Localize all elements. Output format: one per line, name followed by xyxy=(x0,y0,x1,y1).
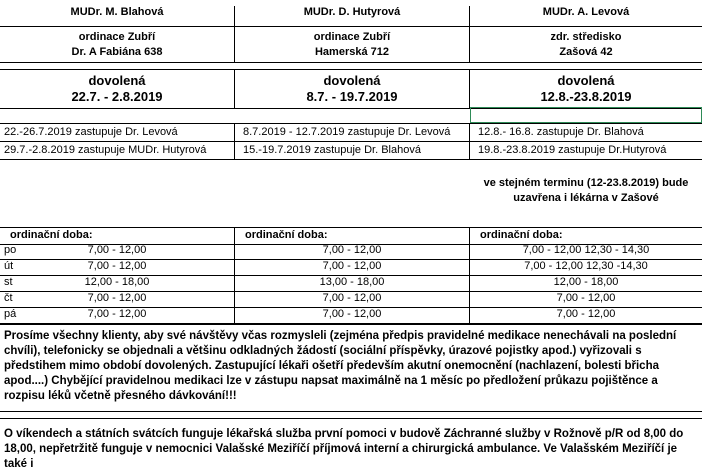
hours-label-3: ordinační doba: xyxy=(480,229,563,241)
place-line: ordinace Zubří xyxy=(313,31,391,43)
note-line: uzavřena i lékárna v Zašové xyxy=(513,192,659,204)
weekend-paragraph-box xyxy=(0,418,702,470)
vacation-dates: 22.7. - 2.8.2019 xyxy=(71,89,163,104)
substitution-2-2: 15.-19.7.2019 zastupuje Dr. Blahová xyxy=(235,142,470,159)
vacation-dates: 8.7. - 19.7.2019 xyxy=(306,89,398,104)
vacation-label: dovolená xyxy=(323,73,381,88)
hours-value-3: 12,00 - 18,00 xyxy=(553,276,619,288)
doctor-place-2 xyxy=(235,27,470,62)
vacation-cell-1 xyxy=(0,70,235,108)
doctor-place-3 xyxy=(470,27,702,62)
hours-value-2: 7,00 - 12,00 xyxy=(235,291,470,307)
hours-row xyxy=(0,307,702,324)
hours-value-1: 7,00 - 12,00 xyxy=(0,259,235,275)
selected-cell[interactable] xyxy=(470,107,702,123)
doctor-name-1: MUDr. M. Blahová xyxy=(0,6,235,26)
header-names-row xyxy=(0,0,702,27)
vacation-label: dovolená xyxy=(88,73,146,88)
hours-value-3: 7,00 - 12,00 12,30 -14,30 xyxy=(524,260,648,272)
hours-row xyxy=(0,291,702,308)
substitution-row-2 xyxy=(0,141,702,160)
info-paragraph: Prosíme všechny klienty, aby své návštěvy včas rozmysleli (zejména předpis pravidelné medikace nenechávali na poslední chvíli), telefonicky se objednali a většinu odkladných žádostí (sociální příspěvky, úrazové pojistky apod.) vyřizovali s předstihem mimo období dovolených. Zastupující lékaři ošetří především akutní onemocnění (nachlazení, bolesti břicha apod....) Chybějící pravidelnou medikaci lze v zástupu napsat maximálně na 1 měsíc po předložení průkazu pojištěnce a rozpisu léků včetně přesného dávkování!!! xyxy=(4,330,677,402)
doctor-name-3: MUDr. A. Levová xyxy=(542,6,630,18)
place-line: Hamerská 712 xyxy=(314,46,389,58)
substitution-2-1: 8.7.2019 - 12.7.2019 zastupuje Dr. Levová xyxy=(235,124,470,142)
hours-row xyxy=(0,259,702,276)
hours-value-3: 7,00 - 12,00 xyxy=(556,292,616,304)
pharmacy-note xyxy=(470,176,702,208)
hours-label-2: ordinační doba: xyxy=(235,228,470,244)
note-line: ve stejném terminu (12-23.8.2019) bude xyxy=(483,177,689,189)
hours-row xyxy=(0,243,702,260)
substitution-1-1: 22.-26.7.2019 zastupuje Dr. Levová xyxy=(0,124,235,142)
day-label: po xyxy=(4,244,17,256)
info-paragraph-box xyxy=(0,324,702,412)
hours-value-2: 7,00 - 12,00 xyxy=(235,243,470,259)
vacation-label: dovolená xyxy=(557,73,615,88)
hours-value-2: 7,00 - 12,00 xyxy=(235,259,470,275)
hours-value-1: 7,00 - 12,00 xyxy=(0,307,235,323)
substitution-3-1: 12.8.- 16.8. zastupuje Dr. Blahová xyxy=(478,126,644,138)
hours-value-1: 7,00 - 12,00 xyxy=(0,291,235,307)
hours-label-1: ordinační doba: xyxy=(0,228,235,244)
place-line: Zašová 42 xyxy=(559,46,613,58)
hours-value-3: 7,00 - 12,00 12,30 - 14,30 xyxy=(522,244,650,256)
hours-value-1: 7,00 - 12,00 xyxy=(0,243,235,259)
place-line: zdr. středisko xyxy=(550,31,622,43)
vacation-row xyxy=(0,69,702,109)
vacation-dates: 12.8.-23.8.2019 xyxy=(540,89,632,104)
day-label: st xyxy=(4,276,13,288)
hours-value-3: 7,00 - 12,00 xyxy=(556,308,616,320)
day-label: út xyxy=(4,260,14,272)
day-label: čt xyxy=(4,292,13,304)
hours-value-1: 12,00 - 18,00 xyxy=(0,275,235,291)
substitution-3-2: 19.8.-23.8.2019 zastupuje Dr.Hutyrová xyxy=(478,144,667,156)
doctor-name-2: MUDr. D. Hutyrová xyxy=(235,6,470,26)
hours-row xyxy=(0,275,702,292)
vacation-cell-2 xyxy=(235,70,470,108)
place-line: ordinace Zubří xyxy=(78,31,156,43)
header-places-row xyxy=(0,27,702,63)
substitution-row-1 xyxy=(0,123,702,142)
weekend-paragraph: O víkendech a státních svátcích funguje lékařská služba první pomoci v budově Záchranné služby v Rožnově p/R od 8,00 do 18,00, nepřetržitě funguje v nemocnici Valašské Meziříčí příjmová interní a chirurgická ambulance. Ve Valašském Meziříčí je také i xyxy=(4,428,684,470)
day-label: pá xyxy=(4,308,17,320)
vacation-cell-3 xyxy=(470,70,702,108)
place-line: Dr. A Fabiána 638 xyxy=(71,46,163,58)
hours-value-2: 13,00 - 18,00 xyxy=(235,275,470,291)
hours-value-2: 7,00 - 12,00 xyxy=(235,307,470,323)
substitution-1-2: 29.7.-2.8.2019 zastupuje MUDr. Hutyrová xyxy=(0,142,235,159)
doctor-place-1 xyxy=(0,27,235,62)
